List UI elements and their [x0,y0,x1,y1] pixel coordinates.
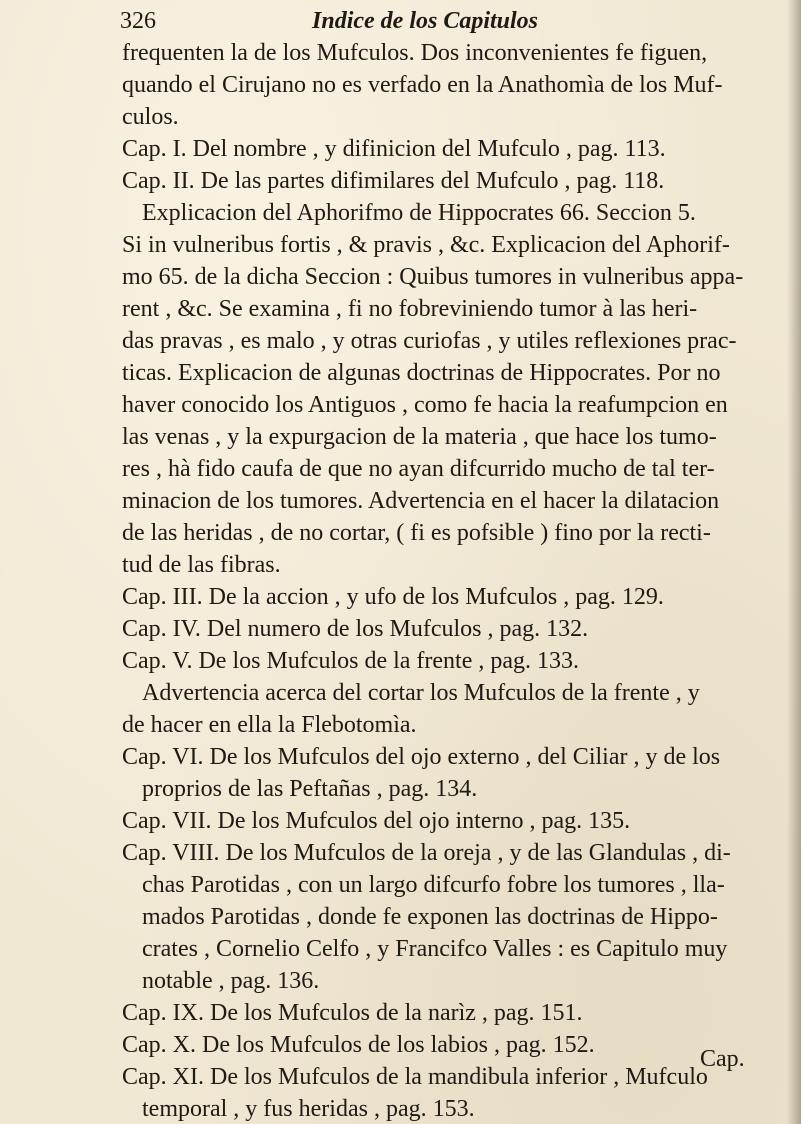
text-line: rent , &c. Se examina , fi no fobreviniendo tumor à las heri- [122,296,698,322]
text-line: Cap. IX. De los Mufculos de la narìz , pag. 151. [122,1000,583,1026]
page-number: 326 [120,8,156,34]
text-line: Explicacion del Aphorifmo de Hippocrates 66. Seccion 5. [142,200,696,226]
text-line: tud de las fibras. [122,552,281,578]
text-line: culos. [122,104,179,130]
text-line: res , hà fido caufa de que no ayan difcurrido mucho de tal ter- [122,456,715,482]
text-line: proprios de las Peftañas , pag. 134. [142,776,478,802]
text-line: Cap. I. Del nombre , y difinicion del Mufculo , pag. 113. [122,136,666,162]
running-head: Indice de los Capitulos [312,8,539,34]
text-line: frequenten la de los Mufculos. Dos inconvenientes fe figuen, [122,40,708,66]
text-line: das pravas , es malo , y otras curiofas , y utiles reflexiones prac- [122,328,737,354]
text-line: haver conocido los Antiguos , como fe hacia la reafumpcion en [122,392,728,418]
text-line: notable , pag. 136. [142,968,320,994]
text-line: Cap. VIII. De los Mufculos de la oreja , y de las Glandulas , di- [122,840,731,866]
text-line: Advertencia acerca del cortar los Mufculos de la frente , y [142,680,700,706]
text-line: ticas. Explicacion de algunas doctrinas de Hippocrates. Por no [122,360,721,386]
text-line: Cap. V. De los Mufculos de la frente , pag. 133. [122,648,580,674]
text-line: quando el Cirujano no es verfado en la Anathomìa de los Muf- [122,72,723,98]
text-line: Cap. III. De la accion , y ufo de los Mufculos , pag. 129. [122,584,664,610]
text-line: Cap. IV. Del numero de los Mufculos , pag. 132. [122,616,589,642]
text-line: mo 65. de la dicha Seccion : Quibus tumores in vulneribus appa- [122,264,744,290]
catchword: Cap. [700,1046,745,1072]
text-line: Cap. VII. De los Mufculos del ojo interno , pag. 135. [122,808,631,834]
page-edge-shadow [787,0,801,1124]
text-line: las venas , y la expurgacion de la materia , que hace los tumo- [122,424,717,450]
page-header [120,8,680,40]
text-line: Cap. VI. De los Mufculos del ojo externo , del Ciliar , y de los [122,744,721,770]
text-line: crates , Cornelio Celfo , y Francifco Valles : es Capitulo muy [142,936,728,962]
text-line: Si in vulneribus fortis , & pravis , &c. Explicacion del Aphorif- [122,232,730,258]
text-line: de hacer en ella la Flebotomìa. [122,712,417,738]
text-line: Cap. XI. De los Mufculos de la mandibula inferior , Mufculo [122,1064,708,1090]
text-line: Cap. X. De los Mufculos de los labios , pag. 152. [122,1032,595,1058]
text-line: mados Parotidas , donde fe exponen las doctrinas de Hippo- [142,904,718,930]
text-line: temporal , y fus heridas , pag. 153. [142,1096,475,1122]
text-line: minacion de los tumores. Advertencia en el hacer la dilatacion [122,488,720,514]
text-line: de las heridas , de no cortar, ( fi es pofsible ) fino por la recti- [122,520,711,546]
text-line: chas Parotidas , con un largo difcurfo fobre los tumores , lla- [142,872,725,898]
text-line: Cap. II. De las partes difimilares del Mufculo , pag. 118. [122,168,665,194]
